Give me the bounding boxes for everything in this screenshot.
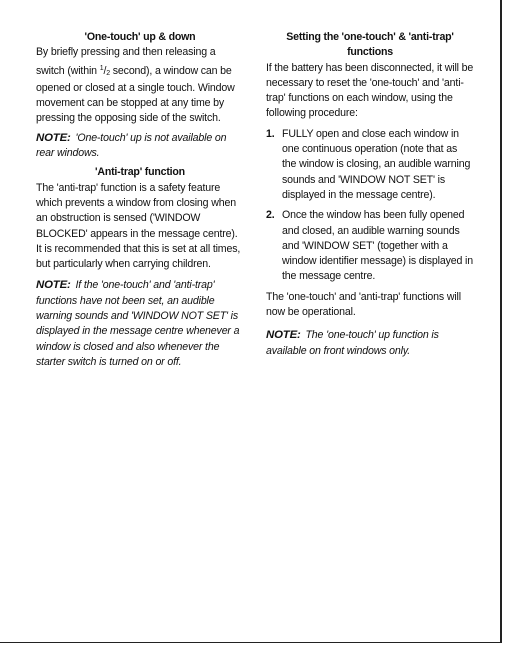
setting-outro: The 'one-touch' and 'anti-trap' functions will now be operational. <box>266 290 461 319</box>
left-column <box>36 30 244 370</box>
note-text: If the 'one-touch' and 'anti-trap' functions have not been set, an audible warning sounds and 'WINDOW NOT SET' is displayed in the message centre whenever a window is closed and also whenever the starter switch is turned on or off. <box>36 279 240 368</box>
step-number: 1. <box>266 127 275 140</box>
procedure-steps <box>266 127 474 285</box>
procedure-step <box>266 208 474 284</box>
step-number: 2. <box>266 209 275 222</box>
anti-trap-description: The 'anti-trap' function is a safety feature which prevents a window from closing when an obstruction is sensed ('WINDOW BLOCKED' appears in the message centre). It is recommended that this is set at all times, but particularly when carrying children. <box>36 181 241 271</box>
one-touch-text-end: second), a window can be opened or closed at a single touch. Window movement can be stopped at any time by pressing the opposing side of the switch. <box>36 64 235 125</box>
note-not-set <box>36 278 244 370</box>
setting-intro: If the battery has been disconnected, it will be necessary to reset the 'one-touch' and 'anti-trap' functions on each window, using the following procedure: <box>266 61 474 120</box>
note-label: NOTE: <box>36 131 71 144</box>
note-label: NOTE: <box>266 329 301 342</box>
note-text: 'One-touch' up is not available on rear windows. <box>36 131 227 160</box>
right-column <box>266 30 474 359</box>
heading-one-touch: 'One-touch' up & down <box>84 31 196 43</box>
procedure-step <box>266 127 474 203</box>
one-touch-description: By briefly pressing and then releasing a switch (within $^1$/2 second), a window can be opened or closed at a single touch. Window movement can be stopped at any time by pressing the opposing side of the switch. <box>36 46 235 125</box>
step-text: Once the window has been fully opened and closed, an audible warning sounds and 'WINDOW SET' (together with a window identifier message) is displayed in the message centre. <box>282 209 473 283</box>
note-rear-windows <box>36 131 244 162</box>
note-label: NOTE: <box>36 279 71 292</box>
step-text: FULLY open and close each window in one continuous operation (note that as the window is closing, an audible warning sounds and 'WINDOW NOT SET' is displayed in the message centre). <box>282 127 471 201</box>
fraction-denominator: 2 <box>106 69 110 77</box>
heading-setting-functions: Setting the 'one-touch' & 'anti-trap' functions <box>286 31 454 59</box>
one-touch-text-start: By briefly pressing and then releasing a switch (within <box>36 46 216 77</box>
fraction-numerator: 1 <box>99 64 104 72</box>
heading-anti-trap: 'Anti-trap' function <box>95 166 185 179</box>
note-front-windows <box>266 328 474 359</box>
note-text: The 'one-touch' up function is available on front windows only. <box>266 329 439 357</box>
